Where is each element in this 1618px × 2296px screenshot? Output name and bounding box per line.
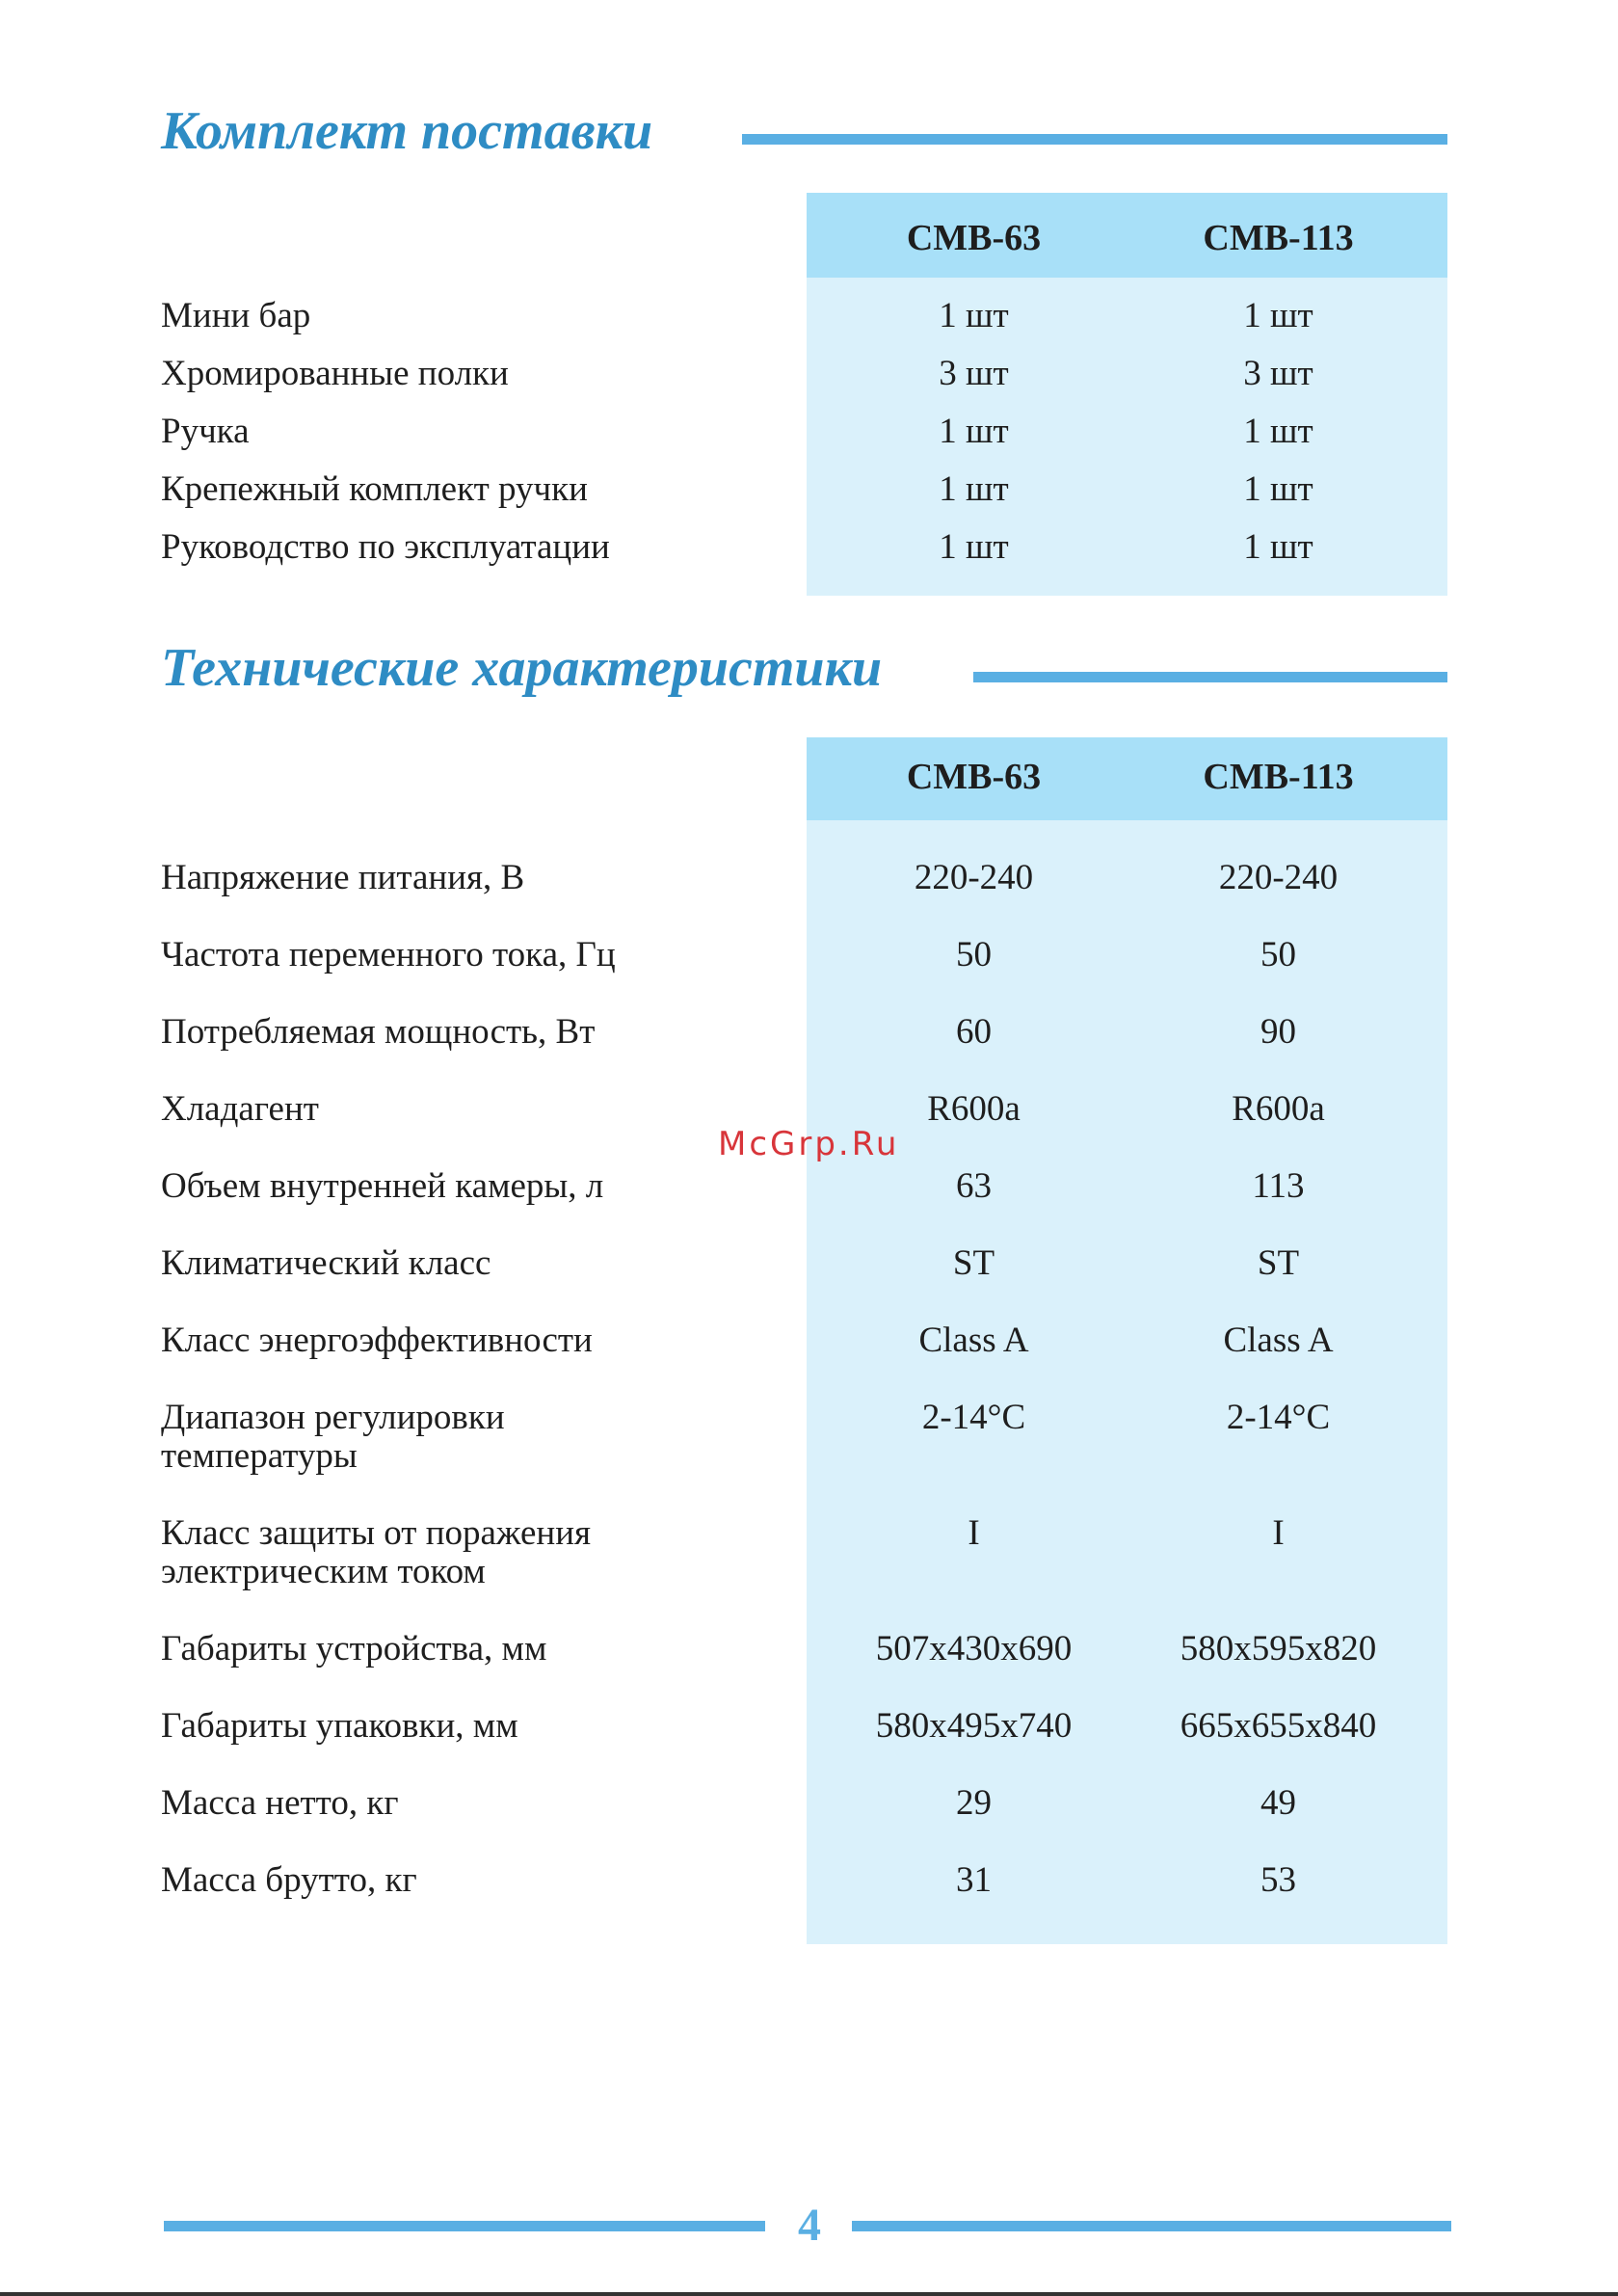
specs-column-header-cmb-63: CMB-63 — [906, 757, 1042, 797]
page-bottom-edge — [0, 2292, 1618, 2296]
cell-cmb-63: 580x495x740 — [875, 1706, 1073, 1746]
footer-rule-left — [164, 2221, 765, 2231]
row-label-continued: температуры — [161, 1436, 358, 1476]
cell-cmb-113: Class A — [1223, 1321, 1334, 1360]
cell-cmb-63: 1 шт — [939, 412, 1009, 451]
specs-title-rule — [973, 672, 1447, 682]
cell-cmb-63: 507x430x690 — [875, 1629, 1073, 1669]
cell-cmb-113: 90 — [1260, 1012, 1296, 1052]
cell-cmb-113: 3 шт — [1243, 354, 1313, 393]
delivery-column-header-cmb-113: CMB-113 — [1203, 218, 1354, 258]
cell-cmb-113: 49 — [1260, 1783, 1296, 1823]
footer-rule-right — [852, 2221, 1451, 2231]
row-label: Напряжение питания, В — [161, 858, 525, 897]
row-label: Руководство по эксплуатации — [161, 527, 610, 567]
cell-cmb-63: 63 — [956, 1166, 992, 1206]
cell-cmb-63: R600a — [927, 1089, 1021, 1129]
page-number: 4 — [798, 2200, 821, 2251]
row-label: Мини бар — [161, 296, 311, 335]
row-label: Масса нетто, кг — [161, 1783, 399, 1823]
row-label: Потребляемая мощность, Вт — [161, 1012, 596, 1052]
cell-cmb-63: ST — [952, 1243, 995, 1283]
cell-cmb-63: 31 — [956, 1860, 992, 1900]
cell-cmb-63: 220-240 — [914, 858, 1034, 897]
cell-cmb-113: 113 — [1252, 1166, 1305, 1206]
row-label: Габариты упаковки, мм — [161, 1706, 518, 1746]
row-label: Габариты устройства, мм — [161, 1629, 547, 1669]
cell-cmb-63: 2-14°C — [921, 1398, 1026, 1437]
row-label-continued: электрическим током — [161, 1552, 486, 1591]
row-label: Хромированные полки — [161, 354, 509, 393]
row-label: Ручка — [161, 412, 250, 451]
cell-cmb-113: 665x655x840 — [1180, 1706, 1377, 1746]
row-label: Объем внутренней камеры, л — [161, 1166, 604, 1206]
cell-cmb-113: R600a — [1232, 1089, 1325, 1129]
cell-cmb-63: 1 шт — [939, 296, 1009, 335]
row-label: Частота переменного тока, Гц — [161, 935, 616, 974]
cell-cmb-113: I — [1272, 1513, 1285, 1553]
cell-cmb-63: 1 шт — [939, 527, 1009, 567]
cell-cmb-113: 2-14°C — [1226, 1398, 1331, 1437]
cell-cmb-113: 1 шт — [1243, 469, 1313, 509]
row-label: Класс энергоэффективности — [161, 1321, 593, 1360]
cell-cmb-113: 50 — [1260, 935, 1296, 974]
cell-cmb-63: 60 — [956, 1012, 992, 1052]
cell-cmb-113: ST — [1257, 1243, 1300, 1283]
row-label: Хладагент — [161, 1089, 319, 1129]
row-label: Масса брутто, кг — [161, 1860, 417, 1900]
row-label: Класс защиты от поражения — [161, 1513, 592, 1553]
delivery-title-rule — [742, 134, 1447, 145]
cell-cmb-63: 29 — [956, 1783, 992, 1823]
cell-cmb-63: 50 — [956, 935, 992, 974]
cell-cmb-113: 1 шт — [1243, 412, 1313, 451]
cell-cmb-113: 1 шт — [1243, 527, 1313, 567]
specs-column-header-cmb-113: CMB-113 — [1203, 757, 1354, 797]
cell-cmb-63: 3 шт — [939, 354, 1009, 393]
cell-cmb-113: 580x595x820 — [1180, 1629, 1377, 1669]
delivery-column-header-cmb-63: CMB-63 — [906, 218, 1042, 258]
cell-cmb-63: 1 шт — [939, 469, 1009, 509]
cell-cmb-63: I — [968, 1513, 980, 1553]
cell-cmb-113: 220-240 — [1218, 858, 1339, 897]
specs-section-title: Технические характеристики — [161, 638, 883, 698]
cell-cmb-113: 1 шт — [1243, 296, 1313, 335]
row-label: Крепежный комплект ручки — [161, 469, 588, 509]
cell-cmb-63: Class A — [918, 1321, 1029, 1360]
delivery-section-title: Комплект поставки — [161, 101, 653, 161]
row-label: Климатический класс — [161, 1243, 491, 1283]
watermark: McGrp.Ru — [718, 1125, 900, 1163]
cell-cmb-113: 53 — [1260, 1860, 1296, 1900]
row-label: Диапазон регулировки — [161, 1398, 505, 1437]
